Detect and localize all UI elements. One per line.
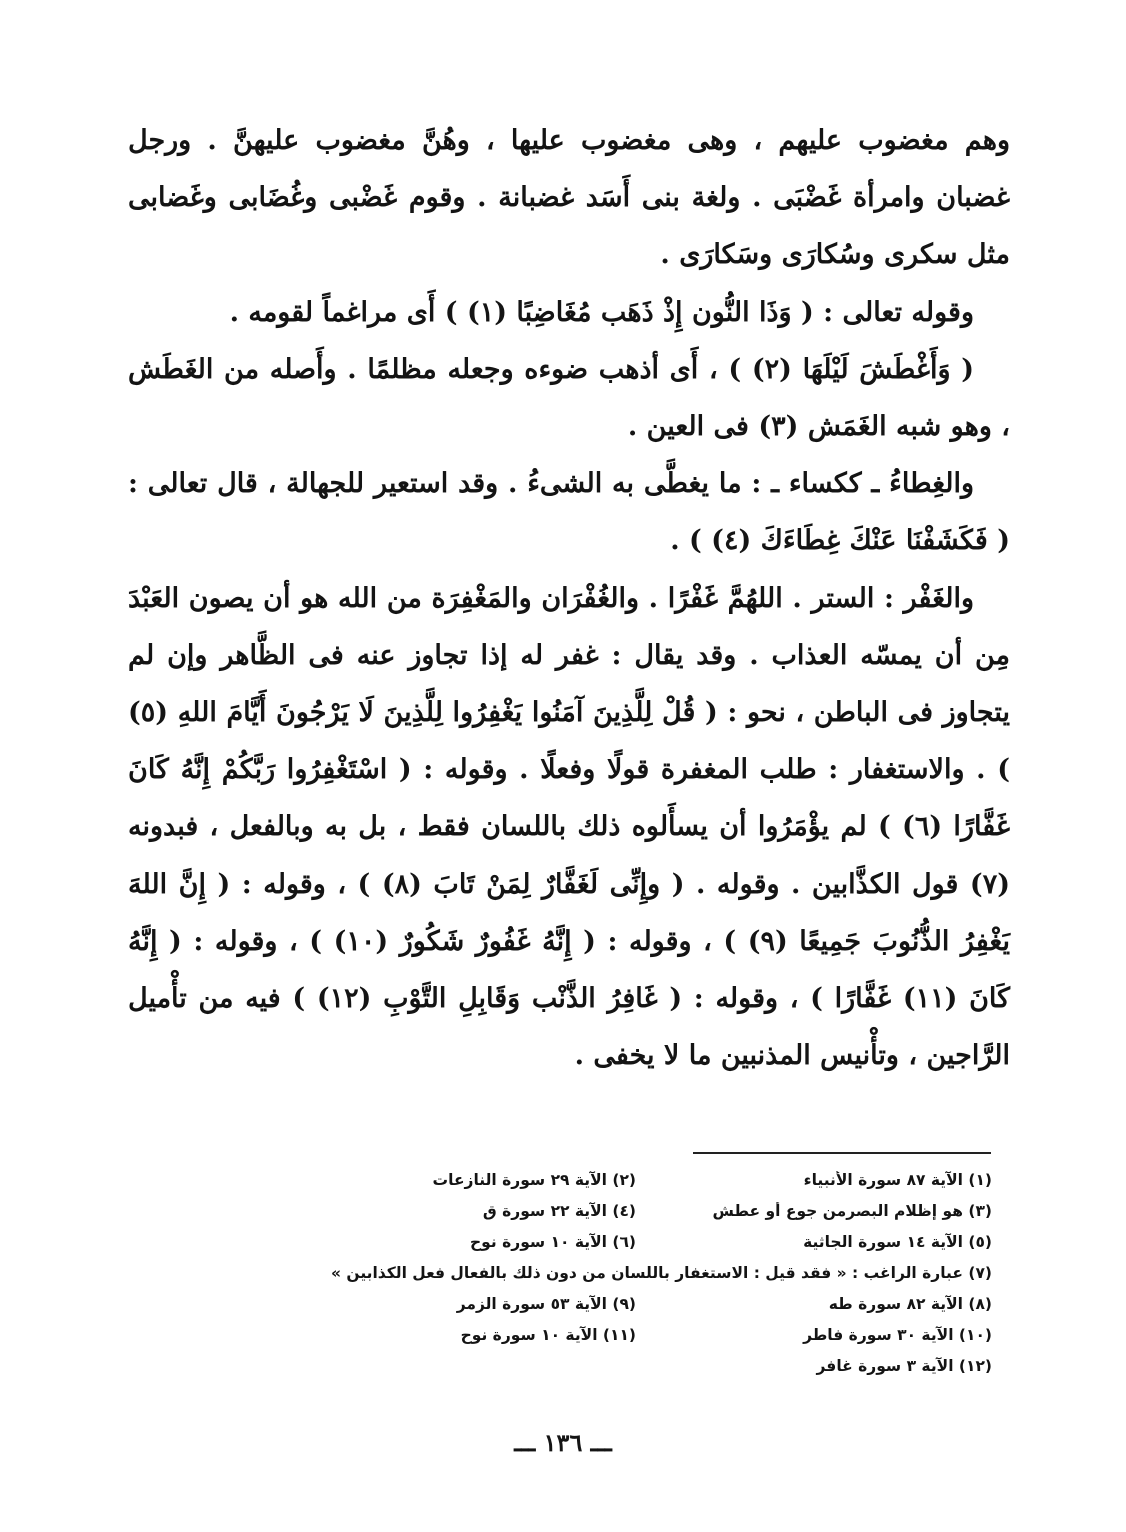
footnote: (١١) الآية ١٠ سورة نوح <box>460 1325 636 1344</box>
page-number: ـــ ١٣٦ ـــ <box>514 1428 612 1457</box>
paragraph: والغِطاءُ ـ ككساء ـ : ما يغطَّى به الشىءُ . وقد استعير للجهالة ، قال تعالى : ( فَكَشَفْنَا عَنْكَ غِطَاءَكَ (٤) ) . <box>128 468 1010 557</box>
paragraph: والغَفْر : الستر . اللهُمَّ غَفْرًا . والغُفْرَان والمَغْفِرَة من الله هو أن يصون العَبْدَ مِن أن يمسّه العذاب . وقد يقال : غفر له إذا تجاوز عنه فى الظَّاهر وإن لم يتجاوز فى الباطن ، نحو : ( قُلْ لِلَّذِينَ آمَنُوا يَغْفِرُوا لِلَّذِينَ لَا يَرْجُونَ أَيَّامَ اللهِ (٥) ) . والاستغفار : طلب المغفرة قولًا وفعلًا . وقوله : ( اسْتَغْفِرُوا رَبَّكُمْ إِنَّهُ كَانَ غَفَّارًا (٦) ) لم يؤْمَرُوا أن يسأَلوه ذلك باللسان فقط ، بل به وبالفعل ، فبدونه (٧) قول الكذَّابين . وقوله . ( وإِنِّى لَغَفَّارٌ لِمَنْ تَابَ (٨) ) ، وقوله : ( إِنَّ اللهَ يَغْفِرُ الذُّنُوبَ جَمِيعًا (٩) ) ، وقوله : ( إِنَّهُ غَفُورٌ شَكُورٌ (١٠) ) ، وقوله : ( إِنَّهُ كَانَ (١١) غَفَّارًا ) ، وقوله : ( غَافِرُ الذَّنْب وَقَابِلِ التَّوْبِ (١٢) ) فيه من تأْميل الرَّاجين ، وتأْنيس المذنبين ما لا يخفى . <box>128 582 1011 1072</box>
main-text <box>128 112 1010 1084</box>
footnote-row <box>280 1164 992 1195</box>
footnote: (٩) الآية ٥٣ سورة الزمر <box>456 1294 636 1313</box>
footnote: (٨) الآية ٨٢ سورة طه <box>828 1294 992 1313</box>
footnote: (١) الآية ٨٧ سورة الأنبياء <box>803 1170 992 1189</box>
footnote-row <box>280 1226 992 1257</box>
footnote: (٥) الآية ١٤ سورة الجاثية <box>803 1232 992 1251</box>
paragraph: وقوله تعالى : ( وَذَا النُّون إِذْ ذَهَب مُغَاضِبًا (١) ) أَى مراغماً لقومه . <box>229 296 974 328</box>
footnotes <box>280 1164 992 1381</box>
paragraph: وهم مغضوب عليهم ، وهى مغضوب عليها ، وهُنَّ مغضوب عليهنَّ . ورجل غضبان وامرأة غَضْبَى . ولغة بنى أَسَد غضبانة . وقوم غَضْبى وغُضَابى وغَضابى مثل سكرى وسُكارَى وسَكارَى . <box>128 125 1010 271</box>
paragraph: ( وَأَغْطَشَ لَيْلَهَا (٢) ) ، أَى أذهب ضوءه وجعله مظلمًا . وأَصله من الغَطَش ، وهو شبه الغَمَش (٣) فى العين . <box>128 353 1010 443</box>
footnote: (١٢) الآية ٣ سورة غافر <box>816 1356 992 1375</box>
footnote-separator <box>693 1152 991 1154</box>
footnote: (٢) الآية ٢٩ سورة النازعات <box>432 1170 636 1189</box>
footnote-row <box>280 1319 992 1350</box>
footnote: (٣) هو إظلام البصرمن جوع أو عطش <box>712 1201 992 1220</box>
footnote-row <box>280 1288 992 1319</box>
footnote: (٤) الآية ٢٢ سورة ق <box>482 1201 636 1220</box>
footnote-row <box>280 1257 992 1288</box>
footnote-row <box>280 1195 992 1226</box>
footnote: (٦) الآية ١٠ سورة نوح <box>470 1232 636 1251</box>
footnote: (١٠) الآية ٣٠ سورة فاطر <box>803 1325 992 1344</box>
footnote: (٧) عبارة الراغب : « فقد قيل : الاستغفار باللسان من دون ذلك بالفعال فعل الكذابين » <box>330 1263 992 1282</box>
footnote-row <box>280 1350 992 1381</box>
